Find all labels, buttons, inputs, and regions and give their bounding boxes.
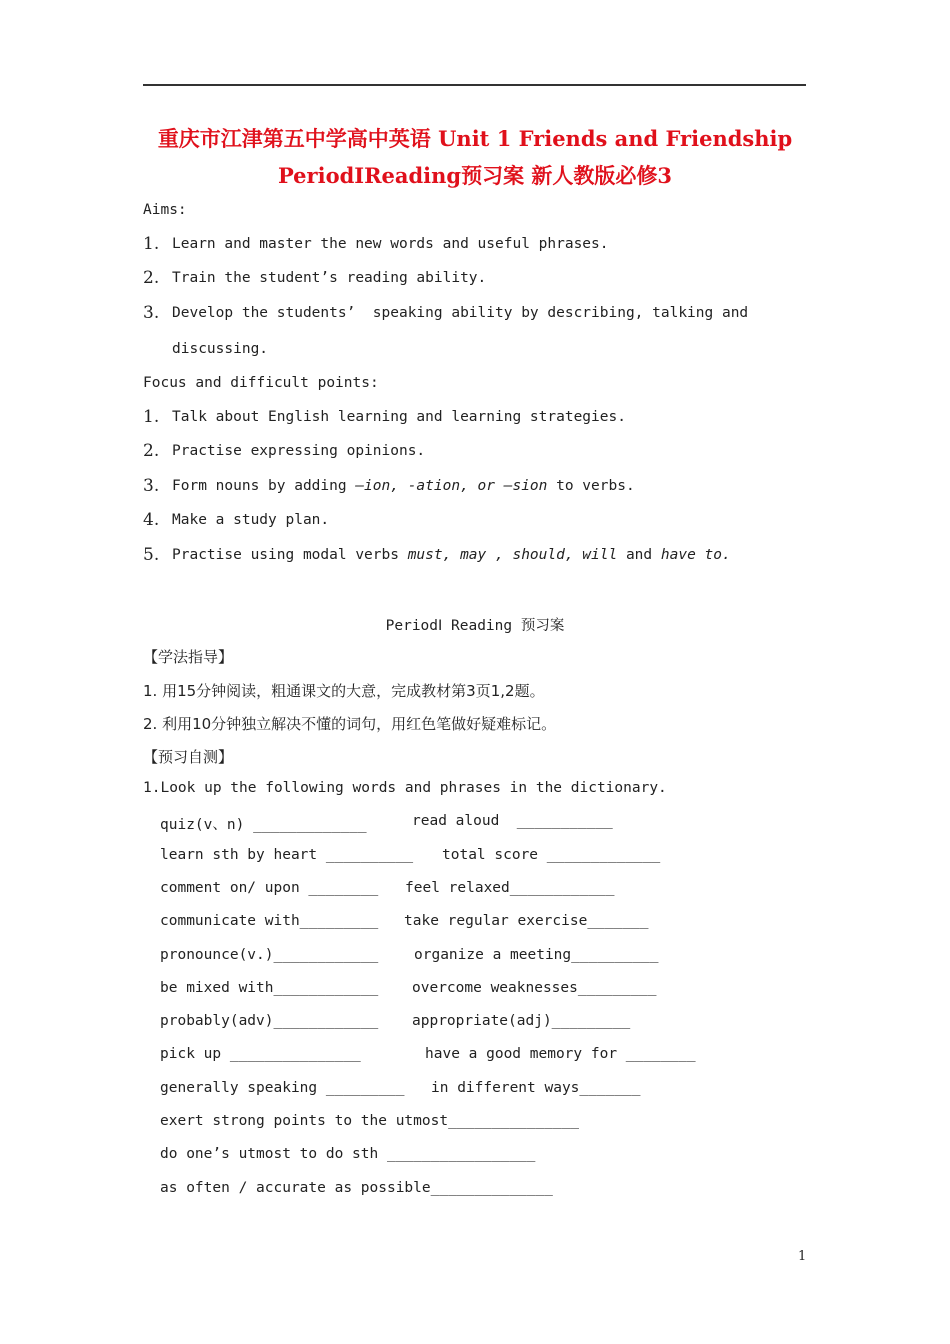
focus-text-1: Talk about English learning and learning strategies. xyxy=(172,409,626,425)
focus-text-3-post: to verbs. xyxy=(547,478,635,494)
focus-text-5 xyxy=(172,547,731,563)
guide-item-1: 1. 用15分钟阅读，粗通课文的大意，完成教材第3页1,2题。 xyxy=(143,682,545,700)
vocab-right-3: feel relaxed____________ xyxy=(405,880,615,896)
selftest-label: 【预习自测】 xyxy=(143,748,234,766)
focus-text-2: Practise expressing opinions. xyxy=(172,443,426,459)
aim-number-2: 2. xyxy=(143,268,160,288)
vocab-right-6: overcome weaknesses_________ xyxy=(412,980,657,996)
vocab-single-3: as often / accurate as possible______________ xyxy=(160,1180,553,1196)
aim-text-3: Develop the students’ speaking ability by describing, talking and xyxy=(172,305,749,321)
vocab-right-9: in different ways_______ xyxy=(431,1080,641,1096)
focus-text-4: Make a study plan. xyxy=(172,512,330,528)
document-title-line2: PeriodⅠReading预习案 新人教版必修3 xyxy=(277,163,673,188)
aim-text-3-continued: discussing. xyxy=(172,341,269,357)
aims-label: Aims: xyxy=(143,202,187,218)
document-title-line1: 重庆市江津第五中学高中英语 Unit 1 Friends and Friendship xyxy=(157,126,793,151)
vocab-right-7: appropriate(adj)_________ xyxy=(412,1013,631,1029)
vocab-left-6: be mixed with____________ xyxy=(160,980,379,996)
focus-number-5: 5. xyxy=(143,545,160,565)
modal-verbs: must, may , should, will xyxy=(407,547,618,563)
top-rule xyxy=(143,84,806,86)
aim-number-3: 3. xyxy=(143,303,160,323)
suffix-list: –ion, -ation, or –sion xyxy=(355,478,548,494)
focus-text-3 xyxy=(172,478,635,494)
aim-number-1: 1. xyxy=(143,234,160,254)
aim-text-2: Train the student’s reading ability. xyxy=(172,270,487,286)
guide-item-2: 2. 利用10分钟独立解决不懂的词句，用红色笔做好疑难标记。 xyxy=(143,715,557,733)
vocab-left-4: communicate with_________ xyxy=(160,913,379,929)
focus-text-5-pre: Practise using modal verbs xyxy=(172,547,408,563)
focus-number-4: 4. xyxy=(143,510,160,530)
focus-number-2: 2. xyxy=(143,441,160,461)
vocab-left-7: probably(adv)____________ xyxy=(160,1013,379,1029)
focus-text-3-pre: Form nouns by adding xyxy=(172,478,356,494)
vocab-right-5: organize a meeting__________ xyxy=(414,947,659,963)
vocab-single-1: exert strong points to the utmost_______________ xyxy=(160,1113,580,1129)
vocab-right-2: total score _____________ xyxy=(442,847,661,863)
selftest-instruction: 1.Look up the following words and phrases in the dictionary. xyxy=(143,780,667,796)
aim-text-1: Learn and master the new words and useful phrases. xyxy=(172,236,609,252)
focus-label: Focus and difficult points: xyxy=(143,375,379,391)
vocab-right-8: have a good memory for ________ xyxy=(425,1046,696,1062)
guide-label: 【学法指导】 xyxy=(143,648,234,666)
focus-text-5-mid: and xyxy=(617,547,661,563)
vocab-right-4: take regular exercise_______ xyxy=(404,913,649,929)
vocab-single-2: do one’s utmost to do sth _________________ xyxy=(160,1146,536,1162)
vocab-left-3: comment on/ upon ________ xyxy=(160,880,379,896)
vocab-left-5: pronounce(v.)____________ xyxy=(160,947,379,963)
modal-have-to: have to. xyxy=(660,547,731,563)
vocab-left-9: generally speaking _________ xyxy=(160,1080,405,1096)
period-heading: PeriodⅠ Reading 预习案 xyxy=(385,618,565,634)
vocab-left-2: learn sth by heart __________ xyxy=(160,847,414,863)
page-number: 1 xyxy=(798,1249,807,1264)
vocab-right-1: read aloud ___________ xyxy=(412,813,613,829)
focus-number-3: 3. xyxy=(143,476,160,496)
focus-number-1: 1. xyxy=(143,407,160,427)
vocab-left-1: quiz(v、n) _____________ xyxy=(160,817,367,833)
vocab-left-8: pick up _______________ xyxy=(160,1046,361,1062)
